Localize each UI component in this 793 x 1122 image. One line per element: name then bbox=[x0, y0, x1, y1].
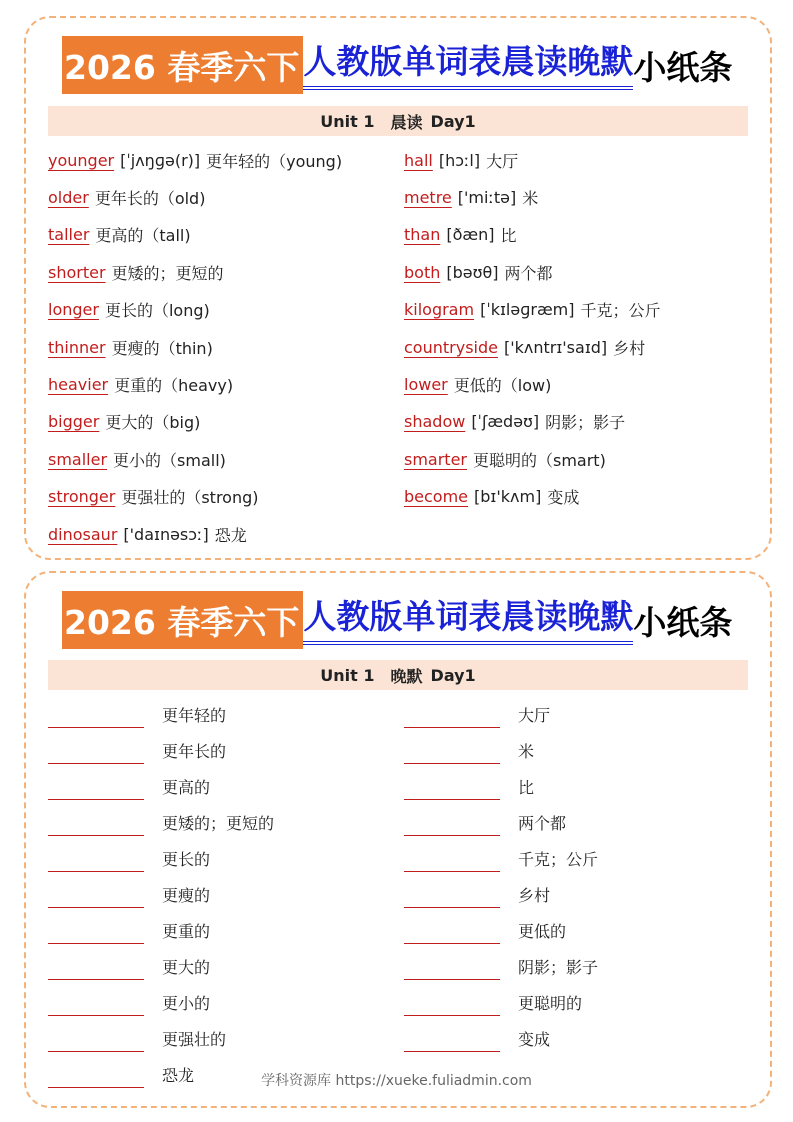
word-row bbox=[404, 221, 517, 249]
dictation-row bbox=[48, 952, 210, 980]
answer-blank[interactable] bbox=[48, 777, 144, 800]
chinese-meaning: 更重的 bbox=[162, 921, 211, 941]
chinese-meaning: 更年长的（old) bbox=[94, 188, 206, 208]
word-row bbox=[404, 146, 518, 174]
answer-blank[interactable] bbox=[48, 993, 144, 1016]
chinese-meaning: 千克；公斤 bbox=[580, 301, 661, 321]
chinese-meaning: 更年轻的 bbox=[162, 705, 227, 725]
english-word: taller bbox=[48, 225, 90, 245]
dictation-row bbox=[48, 988, 210, 1016]
unit-header bbox=[48, 106, 748, 136]
chinese-meaning: 乡村 bbox=[613, 338, 646, 358]
english-word: bigger bbox=[48, 412, 100, 432]
unit-label: Unit 1 bbox=[320, 665, 375, 685]
answer-blank[interactable] bbox=[48, 741, 144, 764]
dictation-row bbox=[48, 880, 210, 908]
english-word: become bbox=[404, 487, 469, 507]
chinese-meaning: 更长的（long) bbox=[104, 301, 210, 321]
unit-label: Unit 1 bbox=[320, 111, 375, 131]
chinese-meaning: 更长的 bbox=[162, 849, 211, 869]
chinese-meaning: 米 bbox=[522, 188, 539, 208]
chinese-meaning: 变成 bbox=[547, 488, 580, 508]
answer-blank[interactable] bbox=[404, 741, 500, 764]
chinese-meaning: 更大的（big) bbox=[105, 413, 201, 433]
dictation-row bbox=[404, 916, 566, 944]
chinese-meaning: 更低的（low) bbox=[453, 375, 552, 395]
dictation-row bbox=[404, 700, 550, 728]
english-word: smarter bbox=[404, 449, 467, 469]
answer-blank[interactable] bbox=[48, 957, 144, 980]
dictation-row bbox=[48, 844, 210, 872]
phonetic: [bəʊθ] bbox=[446, 262, 499, 282]
english-word: shadow bbox=[404, 412, 466, 432]
dictation-row bbox=[48, 700, 226, 728]
english-word: smaller bbox=[48, 449, 108, 469]
title-suffix: 小纸条 bbox=[633, 47, 733, 87]
chinese-meaning: 阴影；影子 bbox=[518, 957, 599, 977]
phonetic: [ðæn] bbox=[446, 225, 495, 245]
chinese-meaning: 更高的（tall) bbox=[95, 226, 191, 246]
answer-blank[interactable] bbox=[404, 813, 500, 836]
answer-blank[interactable] bbox=[404, 885, 500, 908]
unit-header-2 bbox=[48, 660, 748, 690]
chinese-meaning: 更大的 bbox=[162, 957, 211, 977]
chinese-meaning: 更瘦的 bbox=[162, 885, 211, 905]
evening-card bbox=[24, 571, 772, 1108]
title-year-season: 2026 春季六下 bbox=[62, 36, 303, 94]
title-suffix: 小纸条 bbox=[633, 602, 733, 642]
answer-blank[interactable] bbox=[48, 849, 144, 872]
chinese-meaning: 更重的（heavy) bbox=[114, 375, 234, 395]
answer-blank[interactable] bbox=[404, 777, 500, 800]
chinese-meaning: 乡村 bbox=[518, 885, 551, 905]
answer-blank[interactable] bbox=[404, 993, 500, 1016]
answer-blank[interactable] bbox=[48, 885, 144, 908]
dictation-row bbox=[404, 1024, 550, 1052]
word-row bbox=[404, 183, 538, 211]
dictation-row bbox=[48, 772, 210, 800]
chinese-meaning: 比 bbox=[518, 777, 535, 797]
phonetic: [ˈjʌŋɡə(r)] bbox=[120, 150, 201, 170]
chinese-meaning: 更瘦的（thin) bbox=[111, 338, 213, 358]
word-row bbox=[404, 483, 579, 511]
english-word: lower bbox=[404, 374, 448, 394]
word-row bbox=[48, 408, 200, 436]
chinese-meaning: 两个都 bbox=[504, 263, 553, 283]
english-word: both bbox=[404, 262, 441, 282]
word-row bbox=[404, 408, 625, 436]
title-year-season: 2026 春季六下 bbox=[62, 591, 303, 649]
english-word: hall bbox=[404, 150, 433, 170]
answer-blank[interactable] bbox=[48, 1029, 144, 1052]
phonetic: [hɔːl] bbox=[438, 150, 481, 170]
phonetic: [ˈkɪləɡræm] bbox=[480, 300, 575, 320]
answer-blank[interactable] bbox=[48, 705, 144, 728]
english-word: than bbox=[404, 225, 441, 245]
word-row bbox=[48, 445, 226, 473]
answer-blank[interactable] bbox=[48, 921, 144, 944]
word-row bbox=[48, 370, 233, 398]
english-word: dinosaur bbox=[48, 524, 118, 544]
dictation-row bbox=[404, 952, 598, 980]
dictation-row bbox=[48, 1024, 226, 1052]
english-word: older bbox=[48, 187, 89, 207]
morning-card bbox=[24, 16, 772, 560]
word-row bbox=[48, 520, 247, 548]
word-row bbox=[48, 296, 210, 324]
phonetic: ['kʌntrɪ'saɪd] bbox=[503, 337, 608, 357]
page-title bbox=[62, 36, 732, 94]
word-row bbox=[48, 483, 259, 511]
section-label: 晚默 bbox=[390, 666, 423, 686]
english-word: countryside bbox=[404, 337, 498, 357]
answer-blank[interactable] bbox=[404, 957, 500, 980]
chinese-meaning: 更小的 bbox=[162, 993, 211, 1013]
word-row bbox=[48, 333, 213, 361]
english-word: kilogram bbox=[404, 300, 475, 320]
word-row bbox=[404, 296, 661, 324]
day-label: Day1 bbox=[430, 111, 476, 131]
chinese-meaning: 千克；公斤 bbox=[518, 849, 599, 869]
english-word: heavier bbox=[48, 374, 109, 394]
dictation-row bbox=[404, 736, 534, 764]
chinese-meaning: 变成 bbox=[518, 1029, 551, 1049]
word-row bbox=[48, 183, 205, 211]
watermark: 学科资源库 https://xueke.fuliadmin.com bbox=[261, 1073, 532, 1089]
english-word: thinner bbox=[48, 337, 106, 357]
english-word: longer bbox=[48, 300, 99, 320]
word-row bbox=[404, 370, 551, 398]
day-label: Day1 bbox=[430, 665, 476, 685]
dictation-row bbox=[404, 844, 598, 872]
dictation-row bbox=[404, 988, 582, 1016]
phonetic: [ˈʃædəʊ] bbox=[471, 412, 540, 432]
chinese-meaning: 更矮的；更短的 bbox=[111, 263, 224, 283]
dictation-row bbox=[48, 736, 226, 764]
chinese-meaning: 恐龙 bbox=[162, 1065, 195, 1085]
chinese-meaning: 两个都 bbox=[518, 813, 567, 833]
word-row bbox=[48, 146, 342, 174]
phonetic: ['daɪnəsɔː] bbox=[123, 524, 209, 544]
english-word: younger bbox=[48, 150, 115, 170]
english-word: shorter bbox=[48, 262, 106, 282]
word-row bbox=[404, 445, 606, 473]
chinese-meaning: 米 bbox=[518, 741, 535, 761]
english-word: stronger bbox=[48, 487, 116, 507]
chinese-meaning: 阴影；影子 bbox=[545, 413, 626, 433]
chinese-meaning: 更小的（small) bbox=[113, 450, 226, 470]
dictation-row bbox=[404, 880, 550, 908]
chinese-meaning: 更矮的；更短的 bbox=[162, 813, 275, 833]
answer-blank[interactable] bbox=[404, 705, 500, 728]
chinese-meaning: 更聪明的 bbox=[518, 993, 583, 1013]
english-word: metre bbox=[404, 187, 452, 207]
answer-blank[interactable] bbox=[404, 921, 500, 944]
chinese-meaning: 比 bbox=[500, 226, 517, 246]
title-main: 人教版单词表晨读晚默 bbox=[303, 40, 633, 90]
chinese-meaning: 更聪明的（smart) bbox=[473, 450, 606, 470]
dictation-row bbox=[404, 808, 566, 836]
dictation-row bbox=[404, 772, 534, 800]
chinese-meaning: 更强壮的 bbox=[162, 1029, 227, 1049]
chinese-meaning: 更强壮的（strong) bbox=[121, 488, 259, 508]
chinese-meaning: 更年轻的（young) bbox=[206, 151, 343, 171]
word-row bbox=[48, 258, 224, 286]
chinese-meaning: 更高的 bbox=[162, 777, 211, 797]
title-main: 人教版单词表晨读晚默 bbox=[303, 595, 633, 645]
chinese-meaning: 更低的 bbox=[518, 921, 567, 941]
word-row bbox=[404, 333, 645, 361]
section-label: 晨读 bbox=[390, 112, 423, 132]
answer-blank[interactable] bbox=[48, 813, 144, 836]
phonetic: [bɪ'kʌm] bbox=[474, 487, 542, 507]
chinese-meaning: 大厅 bbox=[518, 705, 551, 725]
word-row bbox=[404, 258, 553, 286]
phonetic: ['miːtə] bbox=[457, 187, 517, 207]
dictation-row bbox=[48, 808, 274, 836]
answer-blank[interactable] bbox=[404, 1029, 500, 1052]
chinese-meaning: 恐龙 bbox=[214, 525, 247, 545]
chinese-meaning: 更年长的 bbox=[162, 741, 227, 761]
dictation-row bbox=[48, 916, 210, 944]
page-title-2 bbox=[62, 591, 732, 649]
chinese-meaning: 大厅 bbox=[486, 151, 519, 171]
word-row bbox=[48, 221, 191, 249]
answer-blank[interactable] bbox=[404, 849, 500, 872]
